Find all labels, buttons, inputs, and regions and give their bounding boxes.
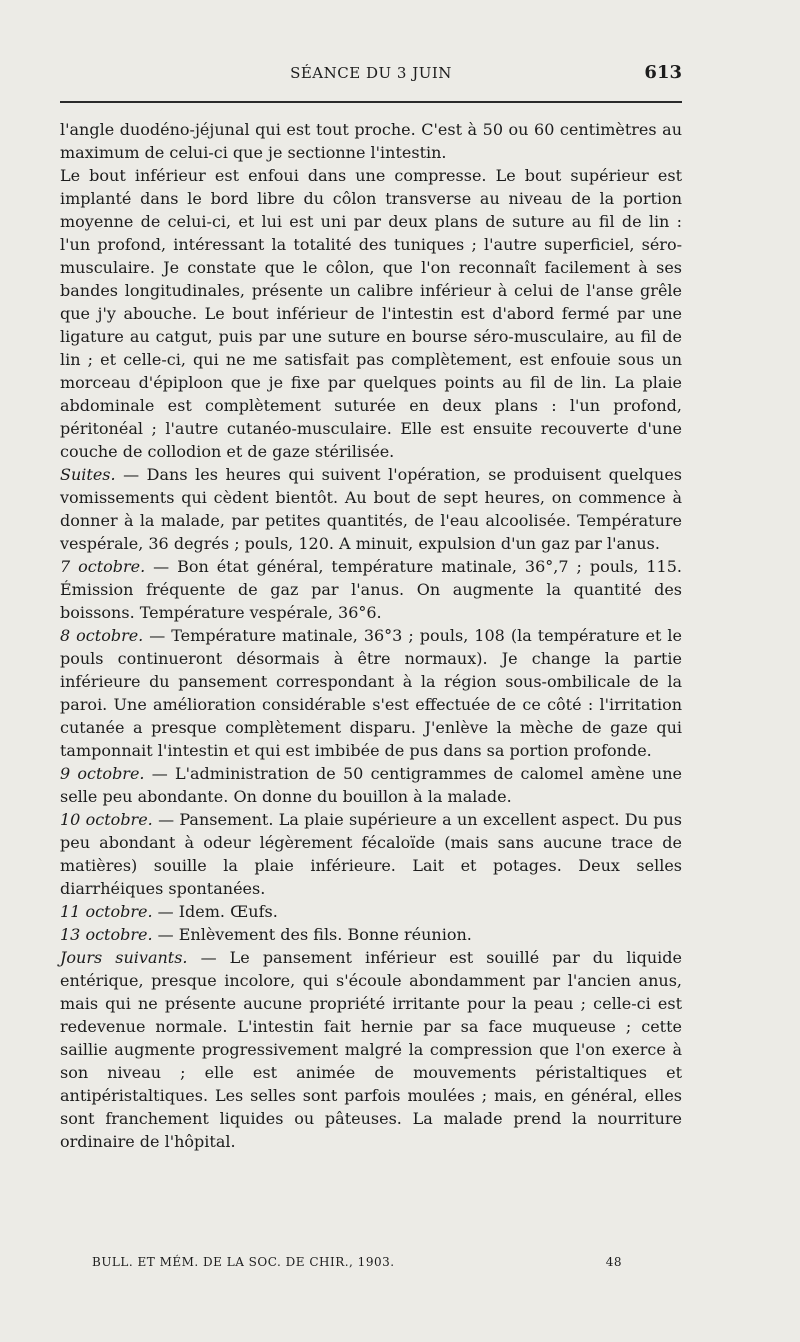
paragraph: 11 octobre. — Idem. Œufs. bbox=[60, 902, 278, 921]
paragraph: Suites. — Dans les heures qui suivent l'opération, se produisent quelques vomissements qui cèdent bientôt. Au bout de sept heures, on commence à donner à la malade, par petites quantités, de l'eau alcoolisée. Température vespérale, 36 degrés ; pouls, 120. A minuit, expulsion d'un gaz par l'anus. bbox=[60, 465, 682, 553]
paragraph: 13 octobre. — Enlèvement des fils. Bonne réunion. bbox=[60, 925, 472, 944]
paragraph: 9 octobre. — L'administration de 50 centigrammes de calomel amène une selle peu abondante. On donne du bouillon à la malade. bbox=[60, 764, 682, 806]
journal-reference: BULL. ET MÉM. DE LA SOC. DE CHIR., 1903. bbox=[92, 1255, 395, 1269]
page-footer bbox=[92, 1255, 622, 1273]
page-number: 613 bbox=[644, 62, 682, 83]
header-rule bbox=[60, 101, 682, 103]
paragraph: Le bout inférieur est enfoui dans une compresse. Le bout supérieur est implanté dans le bord libre du côlon transverse au niveau de la portion moyenne de celui-ci, et lui est uni par deux plans de suture au fil de lin : l'un profond, intéressant la totalité des tuniques ; l'autre superficiel, séro-musculaire. Je constate que le côlon, que l'on reconnaît facilement à ses bandes longitudinales, présente un calibre inférieur à celui de l'anse grêle que j'y abouche. Le bout inférieur de l'intestin est d'abord fermé par une ligature au catgut, puis par une suture en bourse séro-musculaire, au fil de lin ; et celle-ci, qui ne me satisfait pas complètement, est enfouie sous un morceau d'épiploon que je fixe par quelques points au fil de lin. La plaie abdominale est complètement suturée en deux plans : l'un profond, péritonéal ; l'autre cutanéo-musculaire. Elle est ensuite recouverte d'une couche de collodion et de gaze stérilisée. bbox=[60, 166, 682, 461]
paragraph: 8 octobre. — Température matinale, 36°3 ; pouls, 108 (la température et le pouls continueront désormais à être normaux). Je change la partie inférieure du pansement correspondant à la région sous-ombilicale de la paroi. Une amélioration considérable s'est effectuée de ce côté : l'irritation cutanée a presque complètement disparu. J'enlève la mèche de gaze qui tamponnait l'intestin et qui est imbibée de pus dans sa portion profonde. bbox=[60, 626, 682, 760]
paragraph: l'angle duodéno-jéjunal qui est tout proche. C'est à 50 ou 60 centimètres au maximum de celui-ci que je sectionne l'intestin. bbox=[60, 120, 682, 162]
body-text bbox=[60, 118, 682, 1153]
running-title: SÉANCE DU 3 JUIN bbox=[290, 64, 452, 82]
paragraph: 10 octobre. — Pansement. La plaie supérieure a un excellent aspect. Du pus peu abondant à odeur légèrement fécaloïde (mais sans aucune trace de matières) souille la plaie inférieure. Lait et potages. Deux selles diarrhéiques spontanées. bbox=[60, 810, 683, 898]
paragraph: 7 octobre. — Bon état général, température matinale, 36°,7 ; pouls, 115. Émission fréquente de gaz par l'anus. On augmente la quantité des boissons. Température vespérale, 36°6. bbox=[60, 557, 682, 622]
paragraph: Jours suivants. — Le pansement inférieur est souillé par du liquide entérique, presque incolore, qui s'écoule abondamment par l'ancien anus, mais qui ne présente aucune propriété irritante pour la peau ; celle-ci est redevenue normale. L'intestin fait hernie par sa face muqueuse ; cette saillie augmente progressivement malgré la compression que l'on exerce à son niveau ; elle est animée de mouvements péristaltiques et antipéristaltiques. Les selles sont parfois moulées ; mais, en général, elles sont franchement liquides ou pâteuses. La malade prend la nourriture ordinaire de l'hôpital. bbox=[60, 948, 683, 1151]
signature-mark: 48 bbox=[605, 1255, 622, 1269]
running-header bbox=[60, 62, 682, 86]
